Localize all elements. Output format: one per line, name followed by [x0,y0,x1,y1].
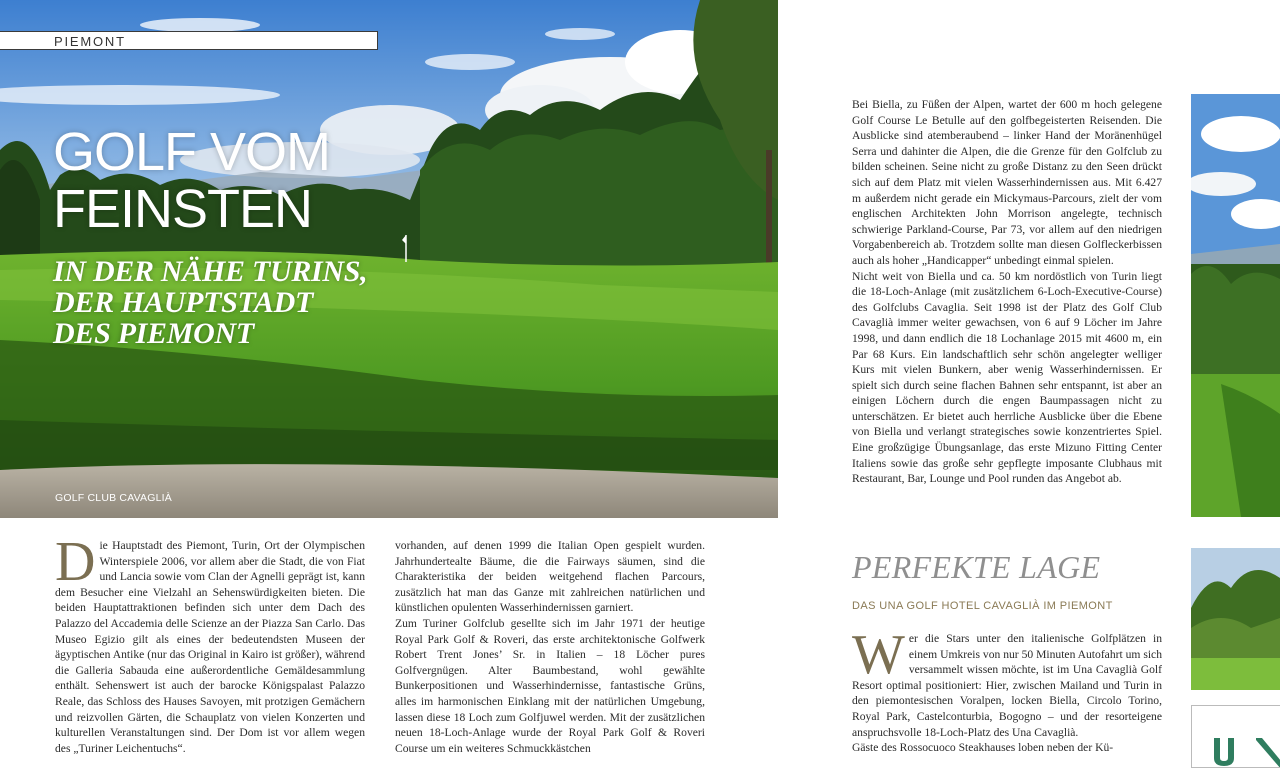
drop-cap: D [55,531,96,593]
paragraph: Nicht weit von Biella und ca. 50 km nordöstlich von Turin liegt die 18-Loch-Anlage (mit zusätzlichem 6-Loch-Executive-Course) des Golfclubs Cavaglia. Seit 1998 ist der Platz des Golf Club Cavaglià immer weiter gewachsen, von 6 auf 9 Löcher im Jahre 1998, und dann endlich die 18 Lochanlage 2015 mit 4600 m, ein Par 68 Kurs. Ein landschaftlich sehr schön angelegter welliger Kurs mit vielen Bunkern, aber wenig Wasserhindernissen. Er spielt sich durch seine flachen Bahnen sehr entspannt, ist aber an einigen Löchern durch die engen Baumpassagen nicht zu unterschätzen. Er bietet auch herrliche Ausblicke über die Ebene von Biella und verlangt strategisches sowie konzentriertes Spiel. Eine großzügige Übungsanlage, das erste Mizuno Fitting Center Italiens sowie das große sehr gepflegte imposante Clubhaus mit Restaurant, Bar, Lounge und Pool runden das Angebot ab. [852,269,1162,486]
photo-caption: GOLF CLUB CAVAGLIÀ [55,492,172,504]
hotel-logo [1191,705,1280,768]
article-column-1 [55,531,365,756]
side-photo-golf [1191,94,1280,517]
trees-photo-image [1191,548,1280,690]
side-photo-trees [1191,548,1280,690]
paragraph: vorhanden, auf denen 1999 die Italian Open gespielt wurden. Jahrhundertealte Bäume, die die Fairways säumen, sind die Charakteristika der beiden weitgehend flachen Parcours, zusätzlich hat man das Ganze mit zahlreichen natürlichen und künstlichen opulenten Wasserhindernissen garniert. [395,539,705,615]
article-column-2 [395,538,705,756]
article-column-4 [852,624,1162,756]
hero-subtitle: IN DER NÄHE TURINS, DER HAUPTSTADT DES PIEMONT [53,255,368,350]
hero-photo [0,0,778,518]
hero-title: GOLF VOM FEINSTEN [53,122,331,239]
drop-cap: W [852,624,905,686]
paragraph: er die Stars unter den italienische Golfplätzen in einem Umkreis von nur 50 Minuten Autofahrt um sich versammelt wissen möchte, ist im Una Cavaglià Golf Resort optimal positioniert: Hier, zwischen Mailand und Turin in den piemontesischen Voralpen, locken Biella, Circolo Torino, Royal Park, Castelconturbia, Bogogno – und der resorteigene anspruchsvolle 18-Loch-Platz des Una Cavaglià. [852,632,1162,739]
una-logo-icon [1192,706,1280,768]
section-tab [0,31,378,50]
section-label: PIEMONT [54,34,126,49]
section-subheading: DAS UNA GOLF HOTEL CAVAGLIÀ IM PIEMONT [852,600,1113,612]
paragraph: ie Hauptstadt des Piemont, Turin, Ort der Olympischen Winterspiele 2006, vor allem aber die Stadt, die von Fiat und Lancia sowie vom Clan der Agnelli geprägt ist, kann dem Besucher eine Vielzahl an Sehenswürdigkeiten bieten. Die beiden Hauptattraktionen befinden sich unter dem Dach des Palazzo del Accademia delle Scienze an der Piazza San Carlo. Das Museo Egizio gilt als eines der bedeutendsten Museen der ägyptischen Antike (nur das Original in Kairo ist größer), während die Galleria Sabauda eine außerordentliche Gemäldesammlung enthält. Sehenswert ist auch der barocke Königspalast Palazzo Reale, das Schloss des Hauses Savoyen, mit protzigen Gemächern und reizvollen Gärten, die Schauplatz von vielen Konzerten und kulturellen Veranstaltungen sind. Der Dom ist vor allem wegen des „Turiner Leichentuchs“. [55,539,365,755]
paragraph: Gäste des Rossocuoco Steakhauses loben neben der Kü- [852,741,1114,755]
paragraph: Zum Turiner Golfclub gesellte sich im Jahr 1971 der heutige Royal Park Golf & Roveri, das erste architektonische Golfwerk Robert Trent Jones’ Sr. in Italien – 18 Löcher pures Golfvergnügen. Alter Baumbestand, wohl gewählte Bunkerpositionen und Wasserhindernisse, fantastische Grüns, alles im harmonischen Einklang mit der natürlichen Umgebung, lassen diese 18 Loch zum Golfjuwel werden. Mit der zusätzlichen neuen 18-Loch-Anlage wurde der Royal Park Golf & Roveri Course um ein weiteres Schmuckkästchen [395,616,705,755]
golf-photo-image [1191,94,1280,517]
article-column-3 [852,97,1162,487]
paragraph: Bei Biella, zu Füßen der Alpen, wartet der 600 m hoch gelegene Golf Course Le Betulle auf den golfbegeisterten Reisenden. Die Ausblicke sind atemberaubend – linker Hand der Moränenhügel Serra und dahinter die Alpen, die die Grenze für den Golfclub zu bilden scheinen. Seine nicht zu große Distanz zu den Seen drückt sich auf dem Platz mit vielen Wasserhindernissen aus. Mit 6.427 m außerdem nicht gerade ein Mickymaus-Parcours, zielt der vom englischen Architekten John Morrison angelegte, technisch schwierige Parkland-Course, Par 73, vor allem auf den niedrigen Vorgabenbereich ab. Trotzdem sollte man diesen Golfleckerbissen auch als hoher „Handicapper“ unbedingt einmal spielen. [852,98,1162,267]
section-heading: PERFEKTE LAGE [852,549,1101,585]
